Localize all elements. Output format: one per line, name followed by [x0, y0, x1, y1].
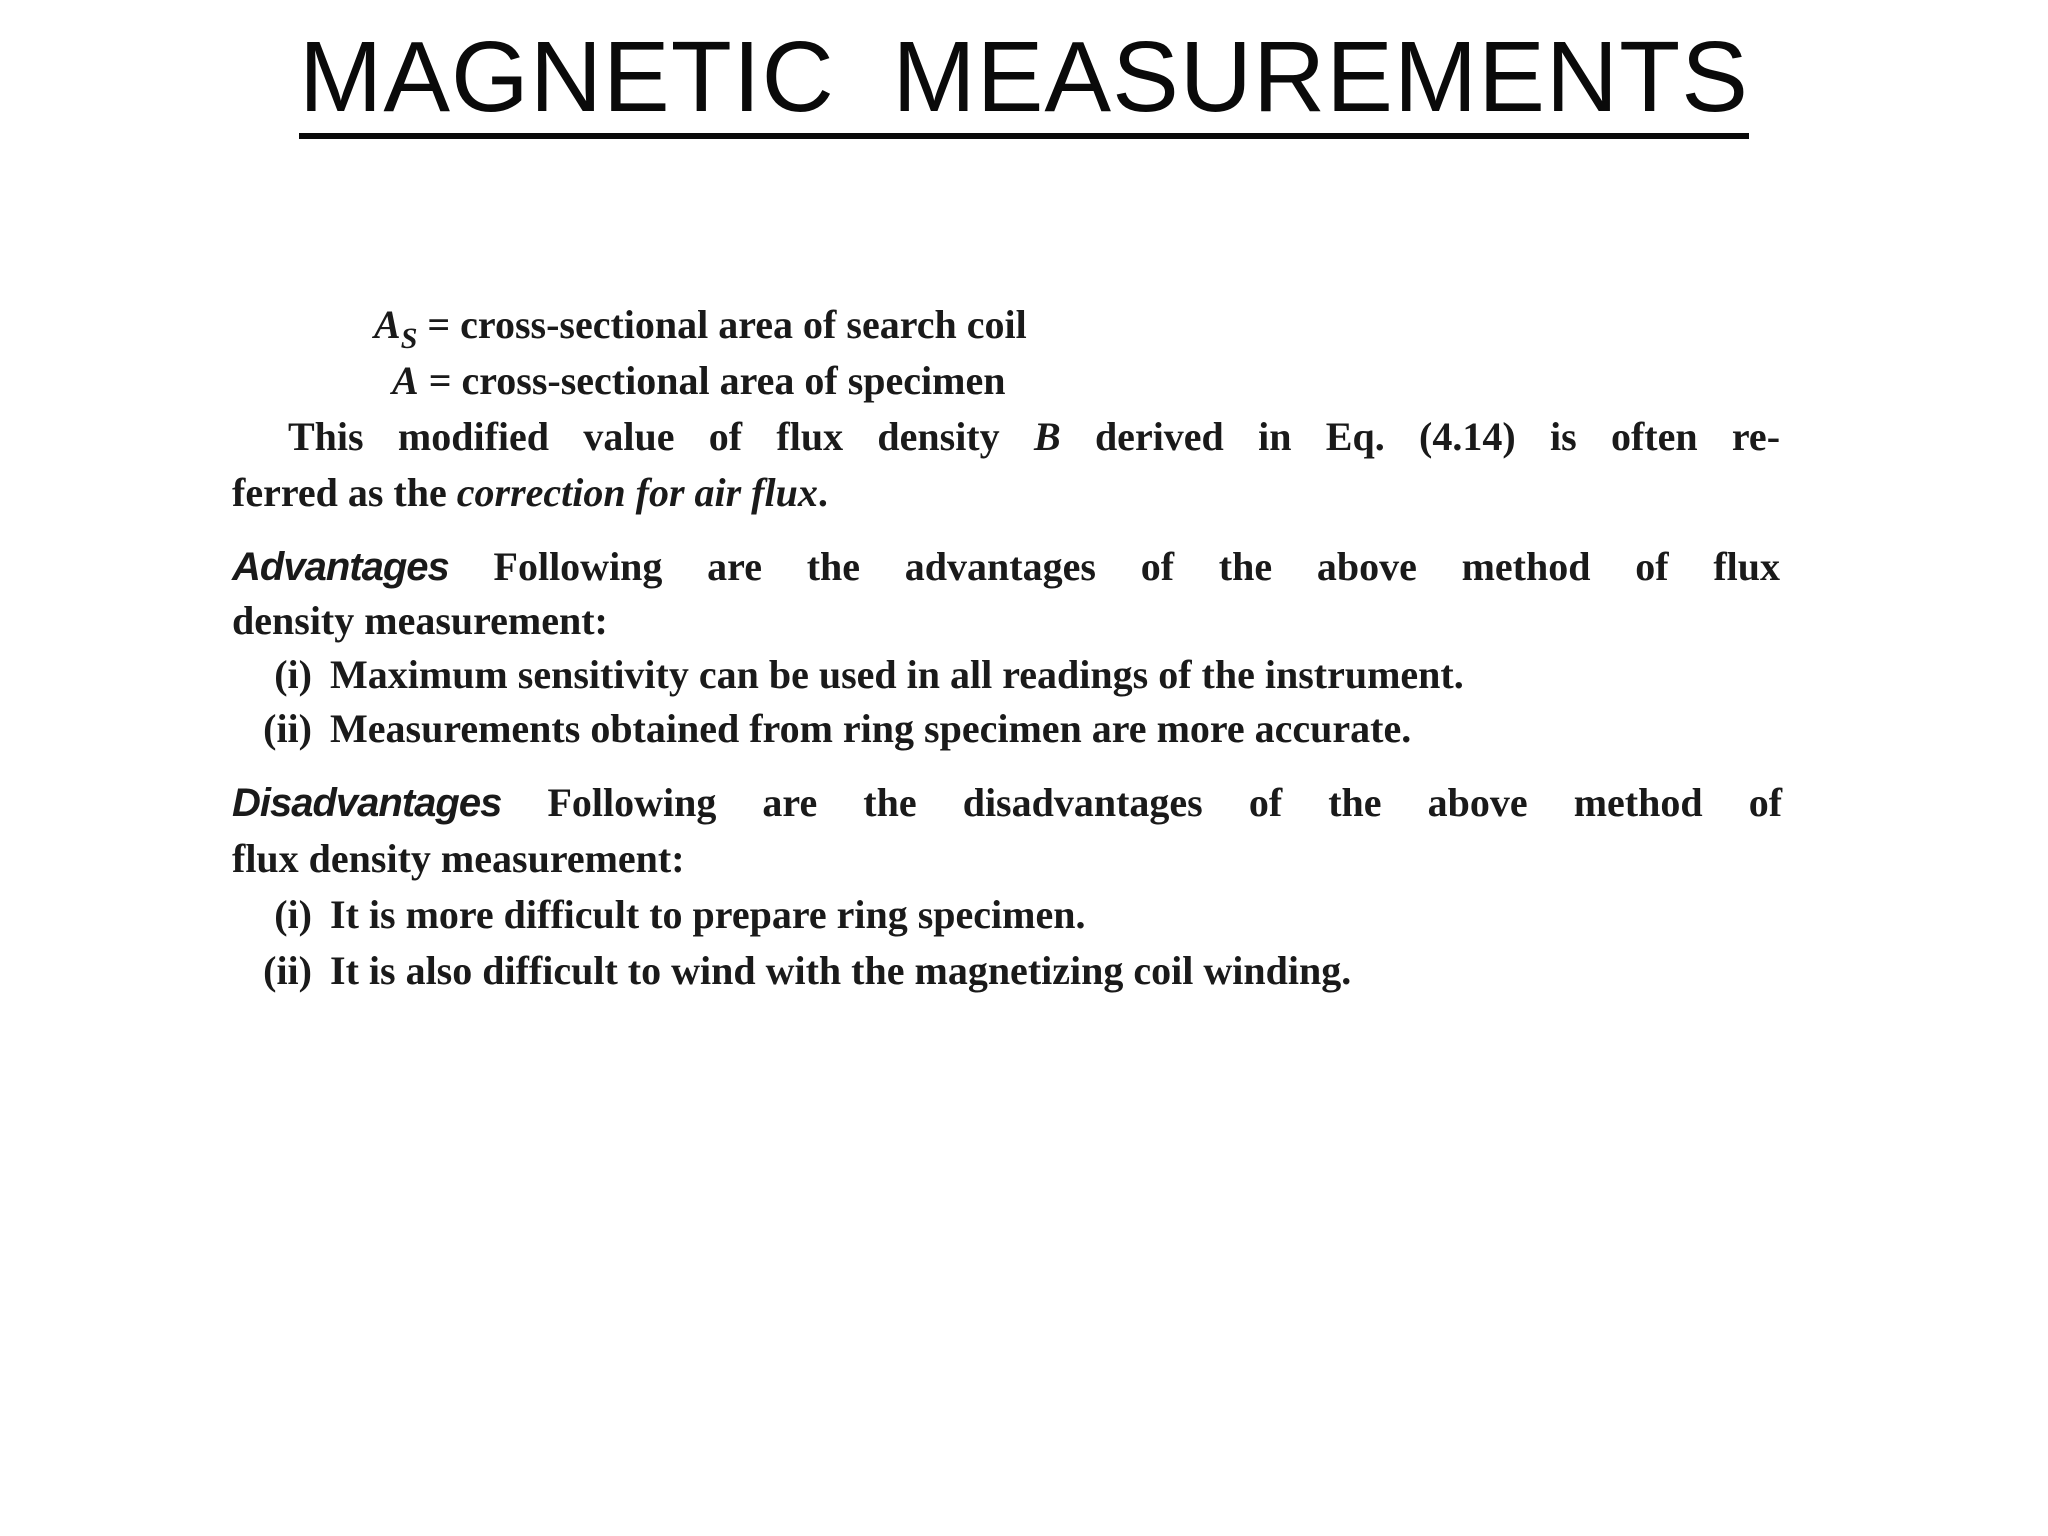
disadvantages-heading: Disadvantages	[232, 781, 502, 825]
symbol: A	[374, 302, 401, 347]
paragraph-text: ferred as the	[232, 470, 447, 515]
definition-text: = cross-sectional area of specimen	[428, 358, 1006, 403]
advantages-intro-line-2	[232, 596, 608, 646]
paragraph-emphasis: correction for air flux	[456, 470, 818, 515]
item-text: Measurements obtained from ring specimen are more accurate.	[330, 706, 1412, 751]
advantages-item	[232, 650, 1464, 700]
item-number: (ii)	[263, 706, 312, 751]
paragraph-text: derived in Eq. (4.14) is often re-	[1094, 414, 1781, 459]
advantages-item	[232, 704, 1411, 754]
definition-specimen	[392, 356, 1005, 406]
disadvantages-item	[232, 946, 1351, 996]
advantages-intro-line-1	[232, 542, 1780, 592]
item-text: It is also difficult to wind with the magnetizing coil winding.	[330, 948, 1352, 993]
definition-search-coil	[374, 300, 1027, 355]
item-text: Maximum sensitivity can be used in all readings of the instrument.	[330, 652, 1464, 697]
slide-title-text: MAGNETIC MEASUREMENTS	[299, 21, 1749, 139]
paragraph-line-2	[232, 468, 828, 518]
disadvantages-intro: flux density measurement:	[232, 836, 685, 881]
advantages-intro: density measurement:	[232, 598, 608, 643]
symbol: A	[392, 358, 419, 403]
disadvantages-intro-line-2	[232, 834, 685, 884]
paragraph-text: This modified value of flux density	[288, 414, 1000, 459]
advantages-heading: Advantages	[232, 545, 449, 589]
item-number: (i)	[274, 652, 312, 697]
disadvantages-item	[232, 890, 1085, 940]
item-text: It is more difficult to prepare ring specimen.	[330, 892, 1086, 937]
advantages-intro: Following are the advantages of the above method of flux	[493, 544, 1781, 589]
paragraph-line-1	[288, 412, 1780, 462]
paragraph-text: .	[817, 470, 828, 515]
slide-title	[0, 18, 2048, 139]
paragraph-variable: B	[1033, 414, 1061, 459]
item-number: (ii)	[263, 948, 312, 993]
disadvantages-intro-line-1	[232, 778, 1782, 828]
item-number: (i)	[274, 892, 312, 937]
disadvantages-intro: Following are the disadvantages of the above method of	[547, 780, 1783, 825]
subscript: S	[400, 322, 418, 355]
definition-text: = cross-sectional area of search coil	[427, 302, 1027, 347]
